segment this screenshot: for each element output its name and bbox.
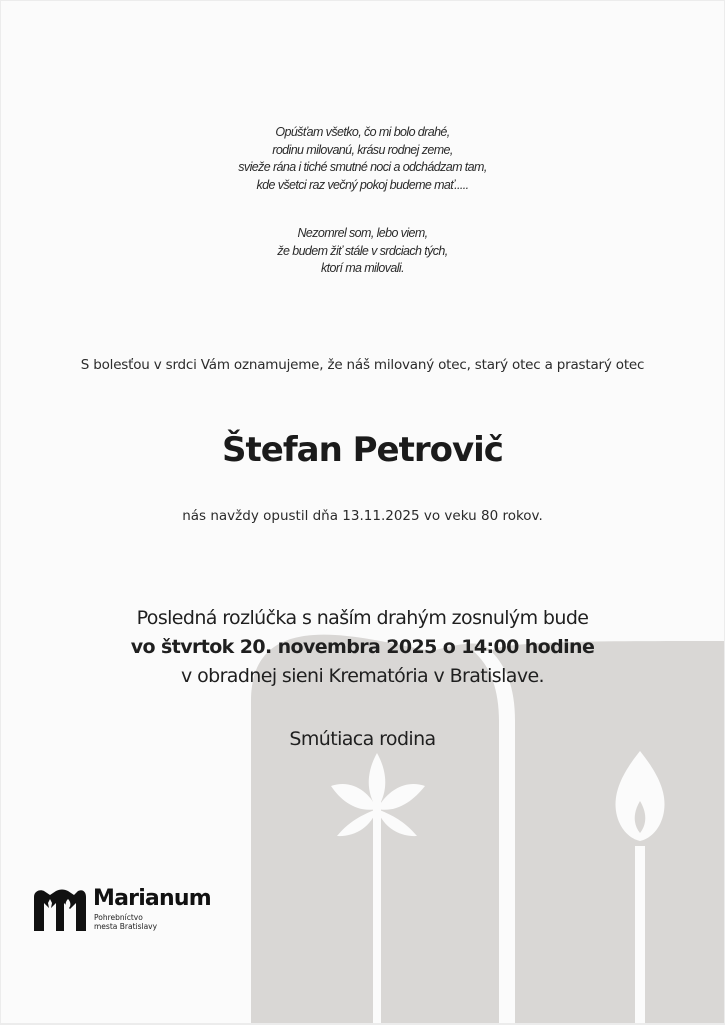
passing-date-text: nás navždy opustil dňa 13.11.2025 vo veku 80 rokov. [182, 508, 543, 524]
poem-line: Nezomrel som, lebo viem, [297, 226, 428, 240]
deceased-name: Štefan Petrovič [222, 430, 503, 470]
funeral-date-time: vo štvrtok 20. novembra 2025 o 14:00 hodine [130, 636, 595, 658]
funeral-location: v obradnej sieni Krematória v Bratislave. [181, 665, 544, 687]
poem-line: Opúšťam všetko, čo mi bolo drahé, [275, 125, 450, 139]
funeral-intro: Posledná rozlúčka s naším drahým zosnulým bude [136, 607, 589, 629]
marianum-logo [34, 885, 234, 935]
poem-line: rodinu milovanú, krásu rodnej zeme, [272, 142, 453, 157]
logo-subtitle-line: mesta Bratislavy [94, 922, 158, 931]
logo-subtitle [94, 913, 157, 931]
obituary-page [1, 1, 724, 1023]
logo-subtitle-line: Pohrebníctvo [94, 913, 143, 922]
logo-name: Marianum [93, 886, 211, 911]
poem-stanza-1 [1, 124, 724, 194]
announcement-text: S bolesťou v srdci Vám oznamujeme, že náš milovaný otec, starý otec a prastarý otec [80, 357, 645, 373]
poem-line: že budem žiť stále v srdciach tých, [277, 243, 448, 258]
funeral-details [1, 604, 724, 691]
poem-line: ktorí ma milovali. [321, 261, 404, 275]
poem-line: kde všetci raz večný pokoj budeme mať..... [256, 177, 469, 192]
marianum-m-logo-icon [34, 889, 86, 931]
family-signature: Smútiaca rodina [289, 728, 436, 750]
poem-stanza-2 [1, 225, 724, 278]
poem-line: svieže rána i tiché smutné noci a odchádzam tam, [238, 160, 487, 174]
